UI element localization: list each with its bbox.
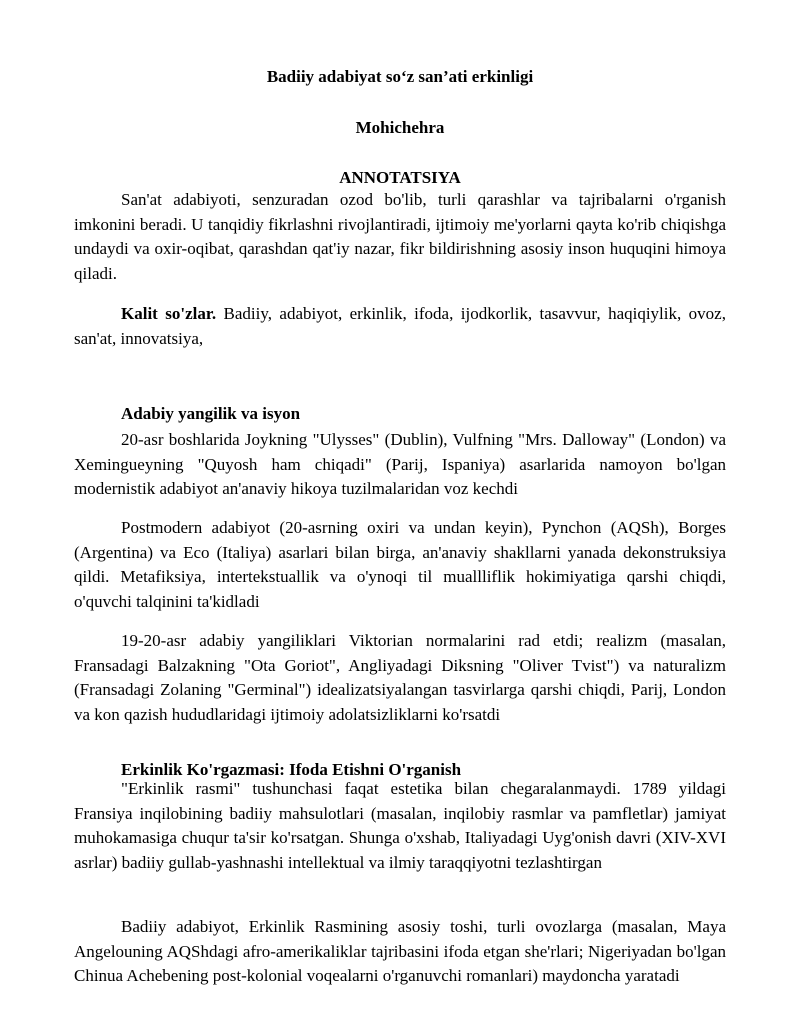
section1-paragraph-3: 19-20-asr adabiy yangiliklari Viktorian normalarini rad etdi; realizm (masalan, Fransadagi Balzakning "Ota Goriot", Angliyadagi Diksning "Oliver Tvist") va naturalizm (Fransadagi Zolaning "Germinal") idealizatsiyalangan tasvirlarga qarshi chiqdi, Parij, London va kon qazish hududlaridagi ijtimoiy adolatsizliklarni ko'rsatdi (74, 631, 726, 724)
section-heading-freedom-exhibition: Erkinlik Ko'rgazmasi: Ifoda Etishni O'rganish (121, 760, 462, 779)
section-heading-literary-innovation: Adabiy yangilik va isyon (121, 404, 301, 423)
annotation-heading: ANNOTATSIYA (339, 168, 461, 187)
section1-paragraph-1: 20-asr boshlarida Joykning "Ulysses" (Dublin), Vulfning "Mrs. Dalloway" (London) va Xemingueyning "Quyosh ham chiqadi" (Parij, Ispaniya) asarlarida namoyon bo'lgan modernistik adabiyot an'anaviy hikoya tuzilmalaridan voz kechdi (74, 430, 726, 498)
section2-paragraph-1: "Erkinlik rasmi" tushunchasi faqat estetika bilan chegaralanmaydi. 1789 yildagi Fransiya inqilobining badiiy mahsulotlari (masalan, inqilobiy rasmlar va pamfletlar) jamiyat muhokamasiga chuqur ta'sir ko'rsatgan. Shunga o'xshab, Italiyadagi Uyg'onish davri (XIV-XVI asrlar) badiiy gullab-yashnashi intellektual va ilmiy taraqqiyotni tezlashtirgan (74, 779, 726, 872)
annotation-paragraph: San'at adabiyoti, senzuradan ozod bo'lib, turli qarashlar va tajribalarni o'rganish imkonini beradi. U tanqidiy fikrlashni rivojlantiradi, ijtimoiy me'yorlarni qayta ko'rib chiqishga undaydi va oxir-oqibat, qarashdan qat'iy nazar, fikr bildirishning asosiy inson huquqini himoya qiladi. (74, 190, 726, 283)
document-title: Badiiy adabiyat so‘z san’ati erkinligi (266, 67, 534, 86)
author-name: Mohichehra (355, 118, 445, 137)
keywords-text: Badiiy, adabiyot, erkinlik, ifoda, ijodkorlik, tasavvur, haqiqiylik, ovoz, san'at, innovatsiya, (74, 304, 726, 348)
section1-paragraph-2: Postmodern adabiyot (20-asrning oxiri va undan keyin), Pynchon (AQSh), Borges (Argentina) va Eco (Italiya) asarlari bilan birga, an'anaviy shakllarni yanada dekonstruksiya qildi. Metafiksiya, intertekstuallik va o'ynoqi til muallliflik hokimiyatiga qarshi chiqdi, o'quvchi talqinini ta'kidladi (74, 518, 726, 611)
section2-paragraph-2: Badiiy adabiyot, Erkinlik Rasmining asosiy toshi, turli ovozlarga (masalan, Maya Angelouning AQShdagi afro-amerikaliklar tajribasini ifoda etgan she'rlari; Nigeriyadan bo'lgan Chinua Achebening post-kolonial voqealarni o'rganuvchi romanlari) maydoncha yaratadi (74, 917, 726, 985)
keywords-label: Kalit so'zlar. (121, 304, 217, 323)
keywords-paragraph (74, 302, 726, 351)
